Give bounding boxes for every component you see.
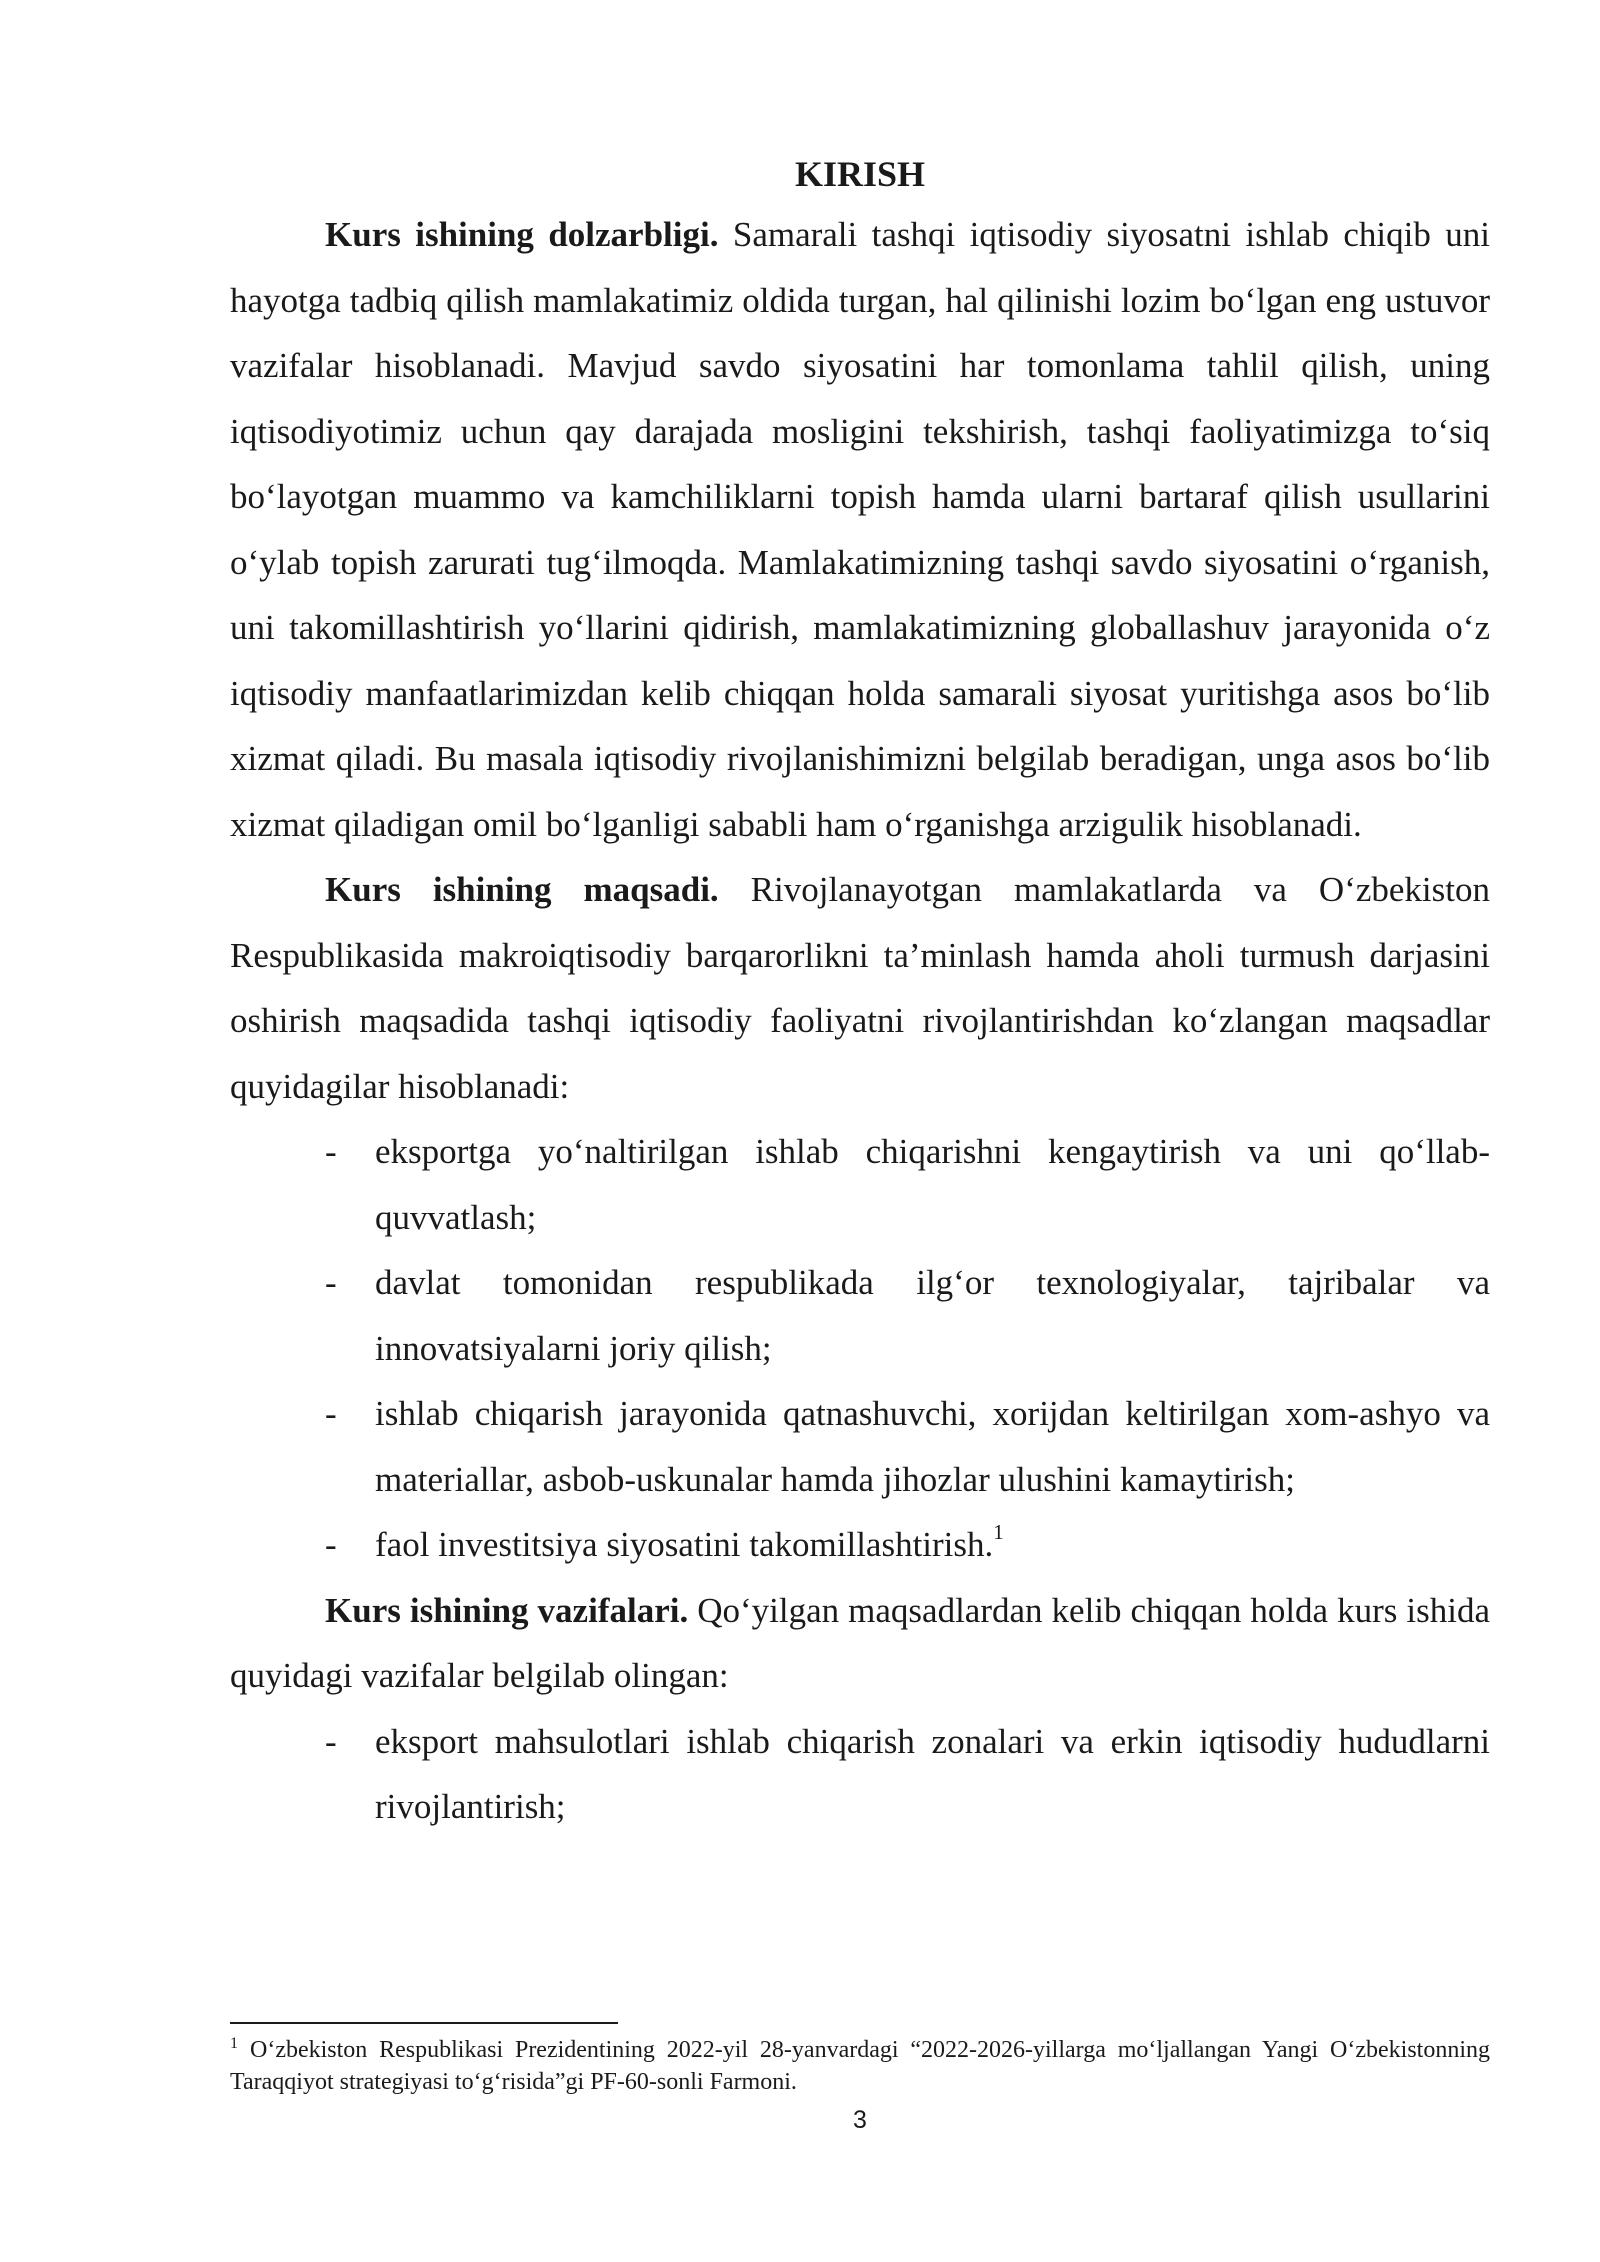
dash-bullet: - [325, 1525, 337, 1564]
relevance-paragraph [230, 202, 1490, 857]
list-item-text: ishlab chiqarish jarayonida qatnashuvchi, xorijdan keltirilgan xom-ashyo va materiallar, asbob-uskunalar hamda jihozlar ulushini kamaytirish; [375, 1394, 1490, 1499]
footnote-separator [230, 2022, 618, 2024]
list-item [230, 1119, 1490, 1250]
section-title: KIRISH [794, 154, 926, 194]
goal-heading: Kurs ishining maqsadi. [325, 870, 719, 909]
tasks-paragraph [230, 1578, 1490, 1709]
tasks-heading: Kurs ishining vazifalari. [325, 1590, 689, 1630]
list-item [230, 1381, 1490, 1512]
list-item [230, 1709, 1490, 1840]
relevance-text: Samarali tashqi iqtisodiy siyosatni ishlab chiqib uni hayotga tadbiq qilish mamlakatimiz oldida turgan, hal qilinishi lozim bo‘lgan eng ustuvor vazifalar hisoblanadi. Mavjud savdo siyosatini har tomonlama tahlil qilish, uning iqtisodiyotimiz uchun qay darajada mosligini tekshirish, tashqi faoliyatimizga to‘siq bo‘layotgan muammo va kamchiliklarni topish hamda ularni bartaraf qilish usullarini o‘ylab topish zarurati tug‘ilmoqda. Mamlakatimizning tashqi savdo siyosatini o‘rganish, uni takomillashtirish yo‘llarini qidirish, mamlakatimizning globallashuv jarayonida o‘z iqtisodiy manfaatlarimizdan kelib chiqqan holda samarali siyosat yuritishga asos bo‘lib xizmat qiladi. Bu masala iqtisodiy rivojlanishimizni belgilab beradigan, unga asos bo‘lib xizmat qiladigan omil bo‘lganligi sababli ham o‘rganishga arzigulik hisoblanadi. [230, 215, 1490, 844]
list-item-text: eksport mahsulotlari ishlab chiqarish zonalari va erkin iqtisodiy hududlarni rivojlantirish; [375, 1721, 1490, 1826]
tasks-text: Qo‘yilgan maqsadlardan kelib chiqqan holda kurs ishida quyidagi vazifalar belgilab olingan: [230, 1590, 1490, 1695]
tasks-list [230, 1709, 1490, 1840]
footnote-reference[interactable]: 1 [993, 1520, 1004, 1545]
list-item-text: eksportga yo‘naltirilgan ishlab chiqarishni kengaytirish va uni qo‘llab-quvvatlash; [375, 1132, 1490, 1237]
dash-bullet: - [325, 1132, 337, 1171]
footnote [230, 2034, 1490, 2098]
goal-paragraph [230, 857, 1490, 1119]
list-item [230, 1512, 1490, 1578]
page-number: 3 [853, 2106, 867, 2134]
goal-text: Rivojlanayotgan mamlakatlarda va O‘zbekiston Respublikasida makroiqtisodiy barqarorlikni ta’minlash hamda aholi turmush darjasini oshirish maqsadida tashqi iqtisodiy faoliyatni rivojlantirishdan ko‘zlangan maqsadlar quyidagilar hisoblanadi: [230, 870, 1491, 1106]
footnote-text: O‘zbekiston Respublikasi Prezidentining 2022-yil 28-yanvardagi “2022-2026-yillarga mo‘ljallangan Yangi O‘zbekistonning Taraqqiyot strategiyasi to‘g‘risida”gi PF-60-sonli Farmoni. [230, 2037, 1490, 2095]
list-item-text: davlat tomonidan respublikada ilg‘or texnologiyalar, tajribalar va innovatsiyalarni joriy qilish; [375, 1263, 1490, 1368]
dash-bullet: - [325, 1721, 337, 1761]
goals-list [230, 1119, 1490, 1578]
list-item [230, 1250, 1490, 1381]
footnote-number: 1 [230, 2035, 238, 2052]
page-body [230, 150, 1490, 1840]
list-item-text: faol investitsiya siyosatini takomillashtirish. [375, 1525, 994, 1564]
dash-bullet: - [325, 1263, 337, 1302]
relevance-heading: Kurs ishining dolzarbligi. [325, 215, 719, 254]
dash-bullet: - [325, 1394, 337, 1433]
